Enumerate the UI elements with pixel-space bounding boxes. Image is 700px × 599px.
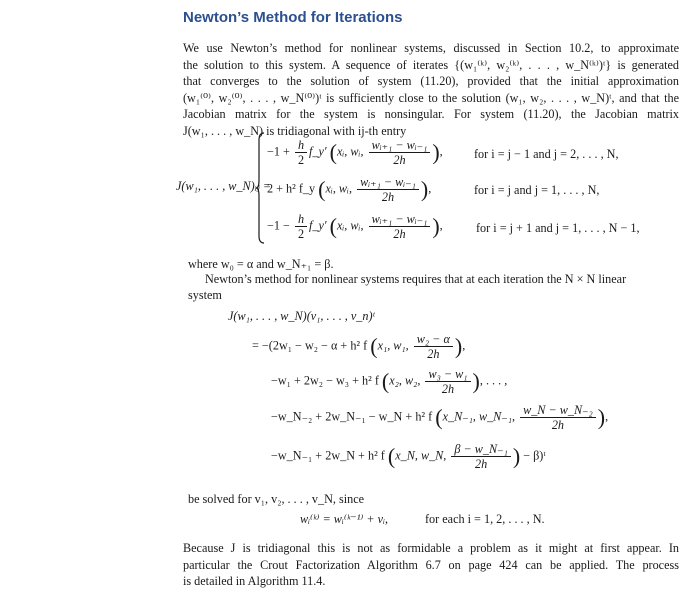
intro-line-5: Jacobian matrix for the system is nonsingular. For system (11.20), the Jacobian matrix xyxy=(183,107,679,122)
jacobian-case-2-condition: for i = j and j = 1, . . . , N, xyxy=(474,183,600,197)
closing-line-1: Because J is tridiagonal this is not as formidable a problem as it might at first appear. In xyxy=(183,541,679,555)
where-line: where w₀ = α and w_N₊₁ = β. xyxy=(188,257,334,271)
closing-paragraph xyxy=(183,540,679,590)
system-row-3: −w_N₋₂ + 2w_N₋₁ − w_N + h² f (x_N₋₁, w_N₋₁, $\frac{\text{w\_N − w\_N₋₂}}{2h}$ ), xyxy=(271,403,609,432)
intro-line-1: We use Newton’s method for nonlinear systems, discussed in Section 10.2, to approximate xyxy=(183,41,679,55)
intro-line-4: (w₁⁽⁰⁾, w₂⁽⁰⁾, . . . , w_N⁽⁰⁾)ᵗ is sufficiently close to the solution (w₁, w₂, . . . , w_N)ᵗ, and that the xyxy=(183,90,679,105)
update-equation: wᵢ⁽ᵏ⁾ = wᵢ⁽ᵏ⁻¹⁾ + vᵢ, xyxy=(300,512,389,526)
solved-line: be solved for v₁, v₂, . . . , v_N, since xyxy=(188,492,365,506)
system-lhs: J(w₁, . . . , w_N)(v₁, . . . , v_n)ᵗ xyxy=(228,309,375,323)
jacobian-case-1-condition: for i = j − 1 and j = 2, . . . , N, xyxy=(474,147,619,161)
system-word: system xyxy=(188,288,222,302)
jacobian-case-3-condition: for i = j + 1 and j = 1, . . . , N − 1, xyxy=(476,221,640,235)
intro-line-6: J(w₁, . . . , w_N) is tridiagonal with ij-th entry xyxy=(183,123,407,138)
intro-paragraph xyxy=(183,40,679,140)
newton-line: Newton’s method for nonlinear systems requires that at each iteration the N × N linear xyxy=(205,272,627,286)
jacobian-lhs: J(w₁, . . . , w_N)ᵢⱼ = xyxy=(176,179,272,193)
intro-line-2: the solution to this system. A sequence of iterates {(w₁⁽ᵏ⁾, w₂⁽ᵏ⁾, . . . , w_N⁽ᵏ⁾)ᵗ} is generated xyxy=(183,57,679,72)
system-row-1: = −(2w₁ − w₂ − α + h² f (x₁, w₁, $\frac{\text{w₂ − α}}{2h}$ ), xyxy=(252,332,466,361)
intro-line-3: that converges to the solution of system (11.20), provided that the initial approximation xyxy=(183,74,679,89)
closing-line-3: is detailed in Algorithm 11.4. xyxy=(183,574,326,589)
left-brace-icon xyxy=(255,132,265,244)
section-title: Newton’s Method for Iterations xyxy=(183,9,403,26)
system-row-4: −w_N₋₁ + 2w_N + h² f (x_N, w_N, $\frac{\text{β − w\_N₋₁}}{2h}$ ) − β)ᵗ xyxy=(271,442,546,471)
system-row-2: −w₁ + 2w₂ − w₃ + h² f (x₂, w₂, $\frac{\text{w₃ − w₁}}{2h}$ ), . . . , xyxy=(271,367,508,396)
jacobian-case-1: −1 + $\frac{h}{2}$ f_y′ (xᵢ, wᵢ, $\frac{\text{wᵢ₊₁ − wᵢ₋₁}}{2h}$ ), xyxy=(267,138,443,167)
update-condition: for each i = 1, 2, . . . , N. xyxy=(425,512,545,526)
closing-line-2: particular the Crout Factorization Algorithm 6.7 on page 424 can be applied. The process xyxy=(183,557,679,572)
jacobian-case-2: 2 + h² f_y (xᵢ, wᵢ, $\frac{\text{wᵢ₊₁ − wᵢ₋₁}}{2h}$ ), xyxy=(267,175,432,204)
jacobian-case-3: −1 − $\frac{h}{2}$ f_y′ (xᵢ, wᵢ, $\frac{\text{wᵢ₊₁ − wᵢ₋₁}}{2h}$ ), xyxy=(267,212,443,241)
